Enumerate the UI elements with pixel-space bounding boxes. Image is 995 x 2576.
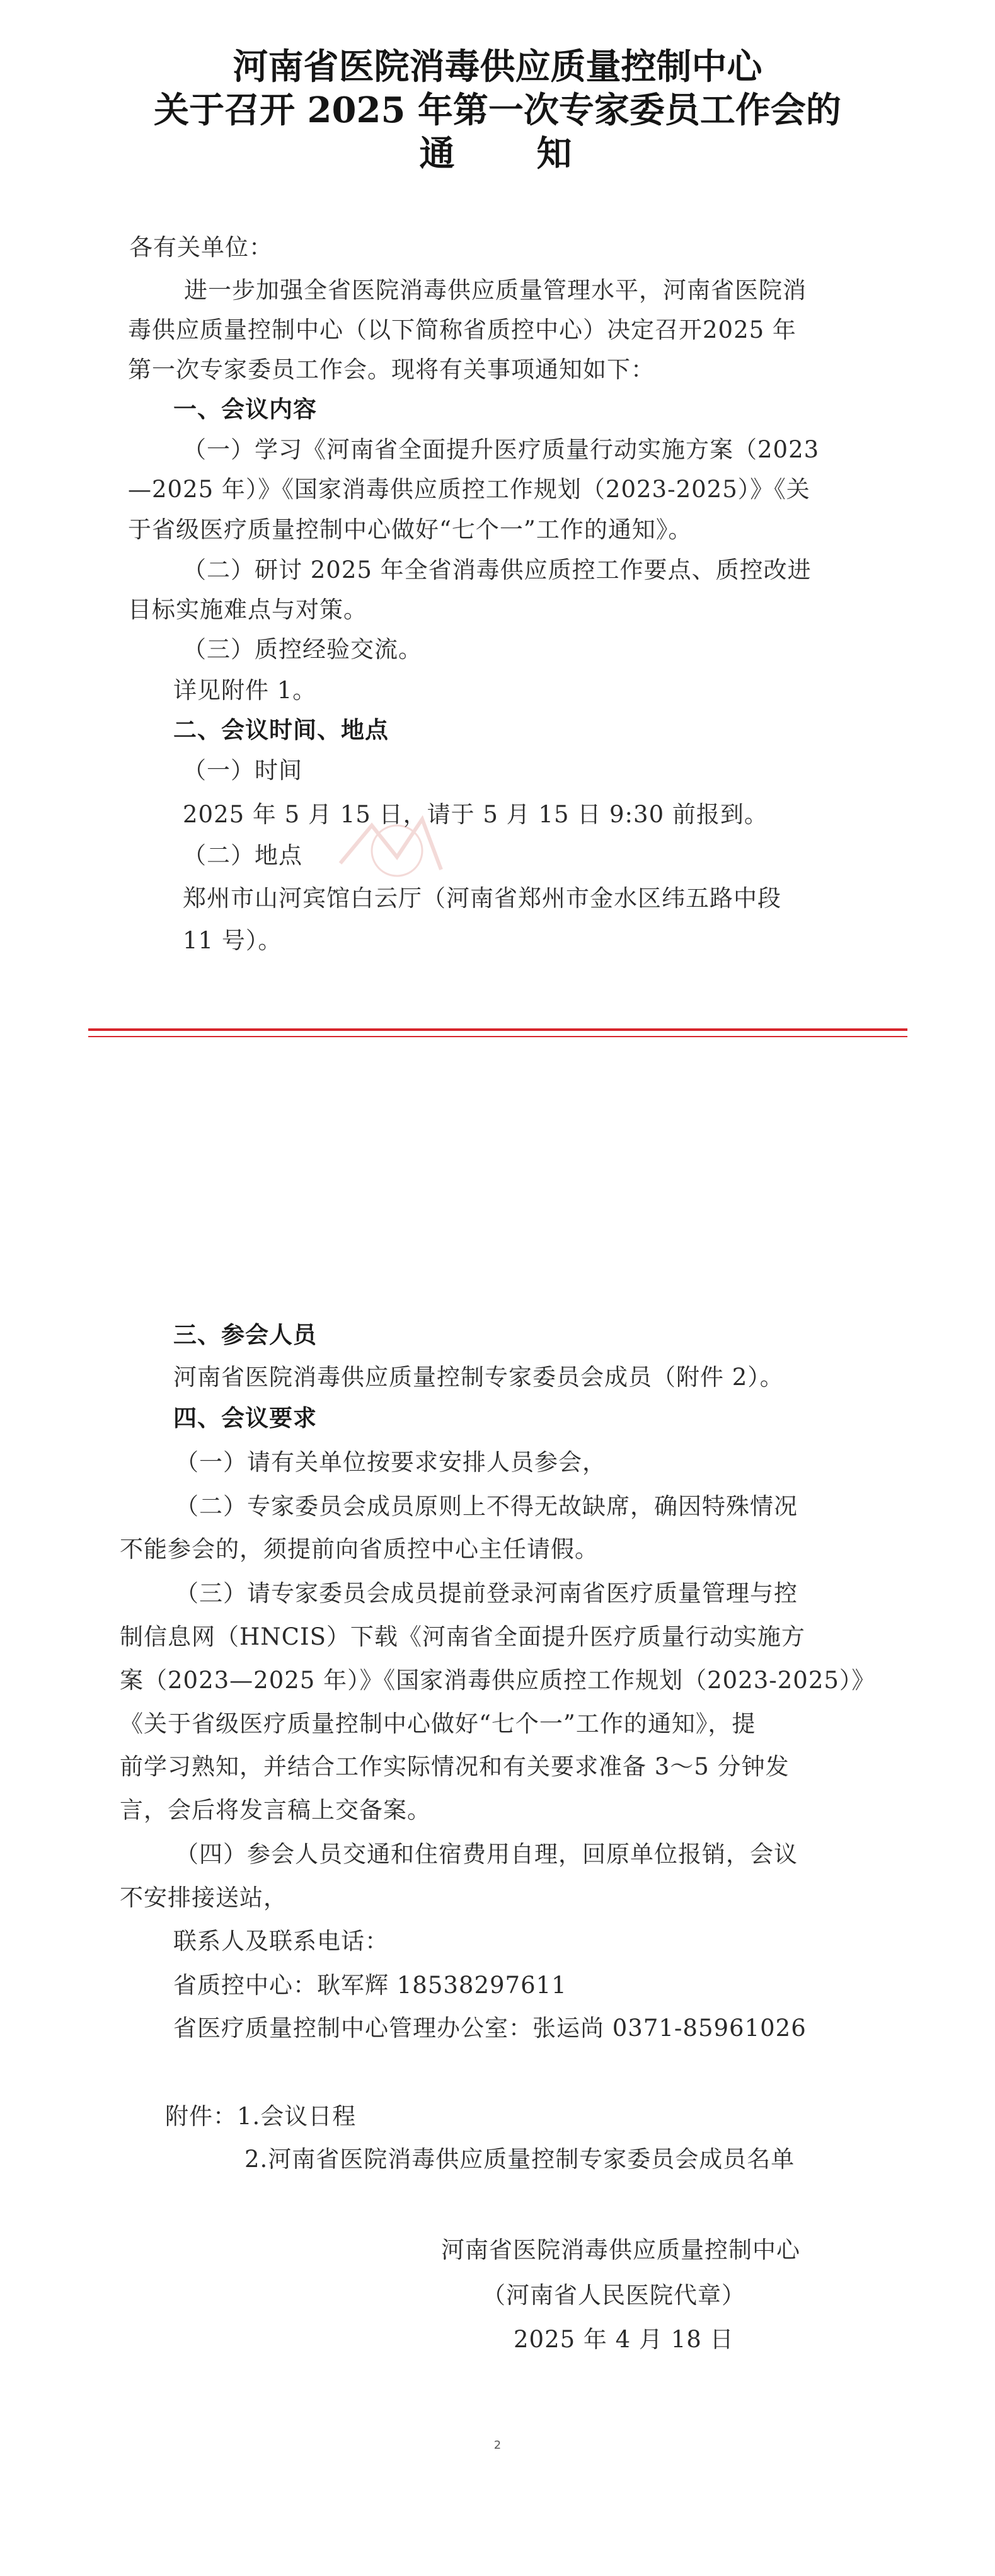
requirement-4-line-2: 不安排接送站，: [120, 1884, 287, 1911]
requirement-4-line-1: （四）参会人员交通和住宿费用自理，回原单位报销，会议: [175, 1841, 798, 1868]
notice-title-line-1: 河南省医院消毒供应质量控制中心: [233, 46, 762, 88]
requirement-3-line-2: 制信息网（HNCIS）下载《河南省全面提升医疗质量行动实施方: [120, 1623, 805, 1650]
section-1-item-3: （三）质控经验交流。: [183, 636, 422, 663]
attachments-label: 附件：1.会议日程: [165, 2103, 357, 2130]
section-2-heading: 二、会议时间、地点: [173, 716, 389, 744]
requirement-3-line-1: （三）请专家委员会成员提前登录河南省医疗质量管理与控: [175, 1580, 798, 1607]
requirement-1: （一）请有关单位按要求安排人员参会，: [175, 1449, 606, 1476]
time-label: （一）时间: [183, 757, 302, 784]
document-page-1: [0, 0, 995, 1059]
requirement-3-line-4: 《关于省级医疗质量控制中心做好“七个一”工作的通知》，提: [120, 1710, 756, 1737]
contact-heading: 联系人及联系电话：: [173, 1928, 389, 1955]
red-rule-bottom: [88, 1036, 907, 1037]
section-3-text: 河南省医院消毒供应质量控制专家委员会成员（附件 2）。: [173, 1364, 784, 1391]
section-1-item-2b: 目标实施难点与对策。: [128, 596, 367, 623]
page-number: 2: [493, 2439, 502, 2452]
requirement-2-line-2: 不能参会的，须提前向省质控中心主任请假。: [120, 1536, 599, 1563]
contact-line-2: 省医疗质量控制中心管理办公室：张运尚 0371-85961026: [173, 2015, 807, 2042]
intro-line-2: 毒供应质量控制中心（以下简称省质控中心）决定召开2025 年: [128, 316, 797, 343]
notice-title-line-2: 关于召开 2025 年第一次专家委员工作会的: [154, 89, 841, 131]
signature-subtitle: （河南省人民医院代章）: [482, 2282, 745, 2309]
section-1-heading: 一、会议内容: [173, 395, 317, 423]
section-3-heading: 三、参会人员: [173, 1321, 317, 1348]
intro-line-1: 进一步加强全省医院消毒供应质量管理水平，河南省医院消: [184, 277, 807, 304]
time-value: 2025 年 5 月 15 日，请于 5 月 15 日 9:30 前报到。: [183, 801, 768, 828]
section-1-item-1a: （一）学习《河南省全面提升医疗质量行动实施方案（2023: [183, 436, 820, 463]
contact-line-1: 省质控中心：耿军辉 18538297611: [173, 1972, 567, 1999]
requirement-3-line-3: 案（2023—2025 年）》《国家消毒供应质控工作规划（2023-2025）》: [120, 1667, 876, 1694]
requirement-2-line-1: （二）专家委员会成员原则上不得无故缺席，确因特殊情况: [175, 1493, 798, 1520]
requirement-3-line-5: 前学习熟知，并结合工作实际情况和有关要求准备 3～5 分钟发: [120, 1753, 790, 1780]
requirement-3-line-6: 言，会后将发言稿上交备案。: [120, 1797, 431, 1824]
signature-date: 2025 年 4 月 18 日: [514, 2326, 734, 2353]
signature-organization: 河南省医院消毒供应质量控制中心: [441, 2236, 800, 2263]
place-value-line-1: 郑州市山河宾馆白云厅（河南省郑州市金水区纬五路中段: [183, 885, 781, 912]
notice-title-line-3: 通 知: [419, 133, 576, 175]
place-label: （二）地点: [183, 842, 302, 869]
attachment-2: 2.河南省医院消毒供应质量控制专家委员会成员名单: [244, 2146, 795, 2173]
faint-seal-mark: [328, 807, 454, 882]
section-1-item-2a: （二）研讨 2025 年全省消毒供应质控工作要点、质控改进: [183, 556, 812, 584]
see-attachment-1: 详见附件 1。: [173, 677, 317, 704]
section-4-heading: 四、会议要求: [173, 1404, 317, 1432]
red-rule-top: [88, 1028, 907, 1031]
place-value-line-2: 11 号）。: [183, 927, 282, 954]
section-1-item-1c: 于省级医疗质量控制中心做好“七个一”工作的通知》。: [128, 516, 693, 543]
intro-line-3: 第一次专家委员工作会。现将有关事项通知如下：: [128, 356, 655, 383]
section-1-item-1b: —2025 年）》《国家消毒供应质控工作规划（2023-2025）》《关: [128, 476, 810, 503]
salutation: 各有关单位：: [129, 234, 273, 261]
